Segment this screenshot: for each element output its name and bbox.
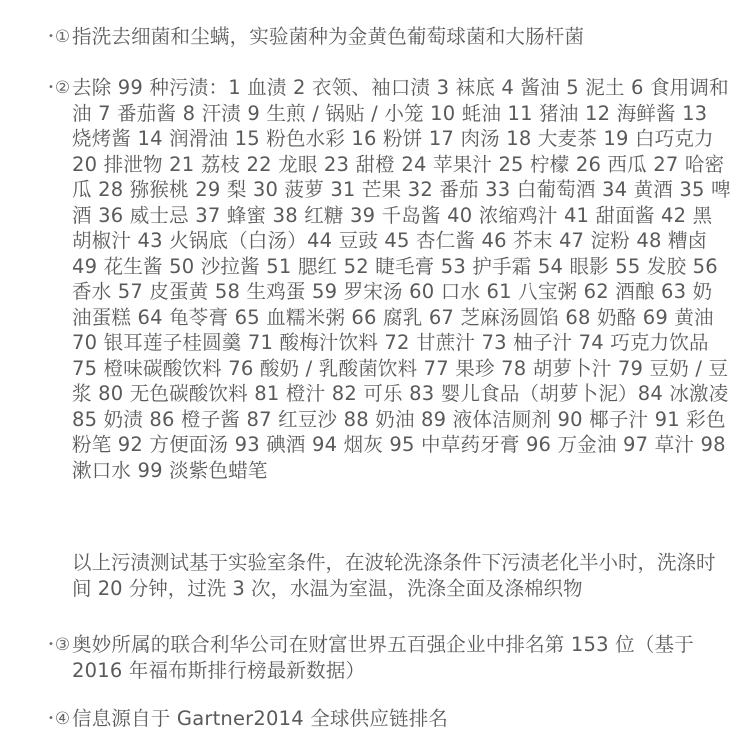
- footnote-text: 指洗去细菌和尘螨，实验菌种为金黄色葡萄球菌和大肠杆菌: [72, 25, 585, 48]
- bullet-dot-icon: •: [48, 639, 54, 650]
- bullet-dot-icon: •: [48, 31, 54, 42]
- bullet-dot-icon: •: [48, 713, 54, 724]
- footnote-marker: •④: [48, 709, 71, 729]
- bullet-dot-icon: •: [48, 82, 54, 93]
- stain-list-text: 去除 99 种污渍：1 血渍 2 衣领、袖口渍 3 袜底 4 酱油 5 泥土 6 食用调和油 7 番茄酱 8 汗渍 9 生煎 / 锅贴 / 小笼 10 蚝油 11 猪油 12 海鲜酱 13 烧烤酱 14 润滑油 15 粉色水彩 16 粉饼 17 肉汤 18 大麦茶 19 白巧克力 20 排泄物 21 荔枝 22 龙眼 23 甜橙 24 苹果汁 25 柠檬 26 西瓜 27 哈密瓜 28 猕猴桃 29 梨 30 菠萝 31 芒果 32 番茄 33 白葡萄酒 34 黄酒 35 啤酒 36 威士忌 37 蜂蜜 38 红糖 39 千岛酱 40 浓缩鸡汁 41 甜面酱 42 黑胡椒汁 43 火锅底（白汤）44 豆豉 45 杏仁酱 46 芥末 47 淀粉 48 糟卤 49 花生酱 50 沙拉酱 51 腮红 52 睫毛膏 53 护手霜 54 眼影 55 发胶 56 香水 57 皮蛋黄 58 生鸡蛋 59 罗宋汤 60 口水 61 八宝粥 62 酒酿 63 奶油蛋糕 64 龟苓膏 65 血糯米粥 66 腐乳 67 芝麻汤圆馅 68 奶酪 69 黄油 70 银耳莲子桂圆羹 71 酸梅汁饮料 72 甘蔗汁 73 柚子汁 74 巧克力饮品 75 橙味碳酸饮料 76 酸奶 / 乳酸菌饮料 77 果珍 78 胡萝卜汁 79 豆奶 / 豆浆 80 无色碳酸饮料 81 橙汁 82 可乐 83 婴儿食品（胡萝卜泥）84 冰激凌 85 奶渍 86 橙子酱 87 红豆沙 88 奶油 89 液体洁厕剂 90 椰子汁 91 彩色粉笔 92 方便面汤 93 碘酒 94 烟灰 95 中草药牙膏 96 万金油 97 草汁 98 漱口水 99 淡紫色蜡笔: [72, 76, 731, 482]
- test-conditions-text: 以上污渍测试基于实验室条件，在波轮洗涤条件下污渍老化半小时，洗涤时间 20 分钟，过洗 3 次，水温为室温，洗涤全面及涤棉织物: [72, 551, 716, 600]
- footnote-marker: •③: [48, 635, 71, 655]
- footnote-text: 信息源自于 Gartner2014 全球供应链排名: [72, 707, 449, 730]
- footnote-text: 奥妙所属的联合利华公司在财富世界五百强企业中排名第 153 位（基于 2016 年福布斯排行榜最新数据）: [72, 633, 694, 682]
- footnote-marker: •②: [48, 78, 71, 98]
- footnote-marker: •①: [48, 27, 71, 47]
